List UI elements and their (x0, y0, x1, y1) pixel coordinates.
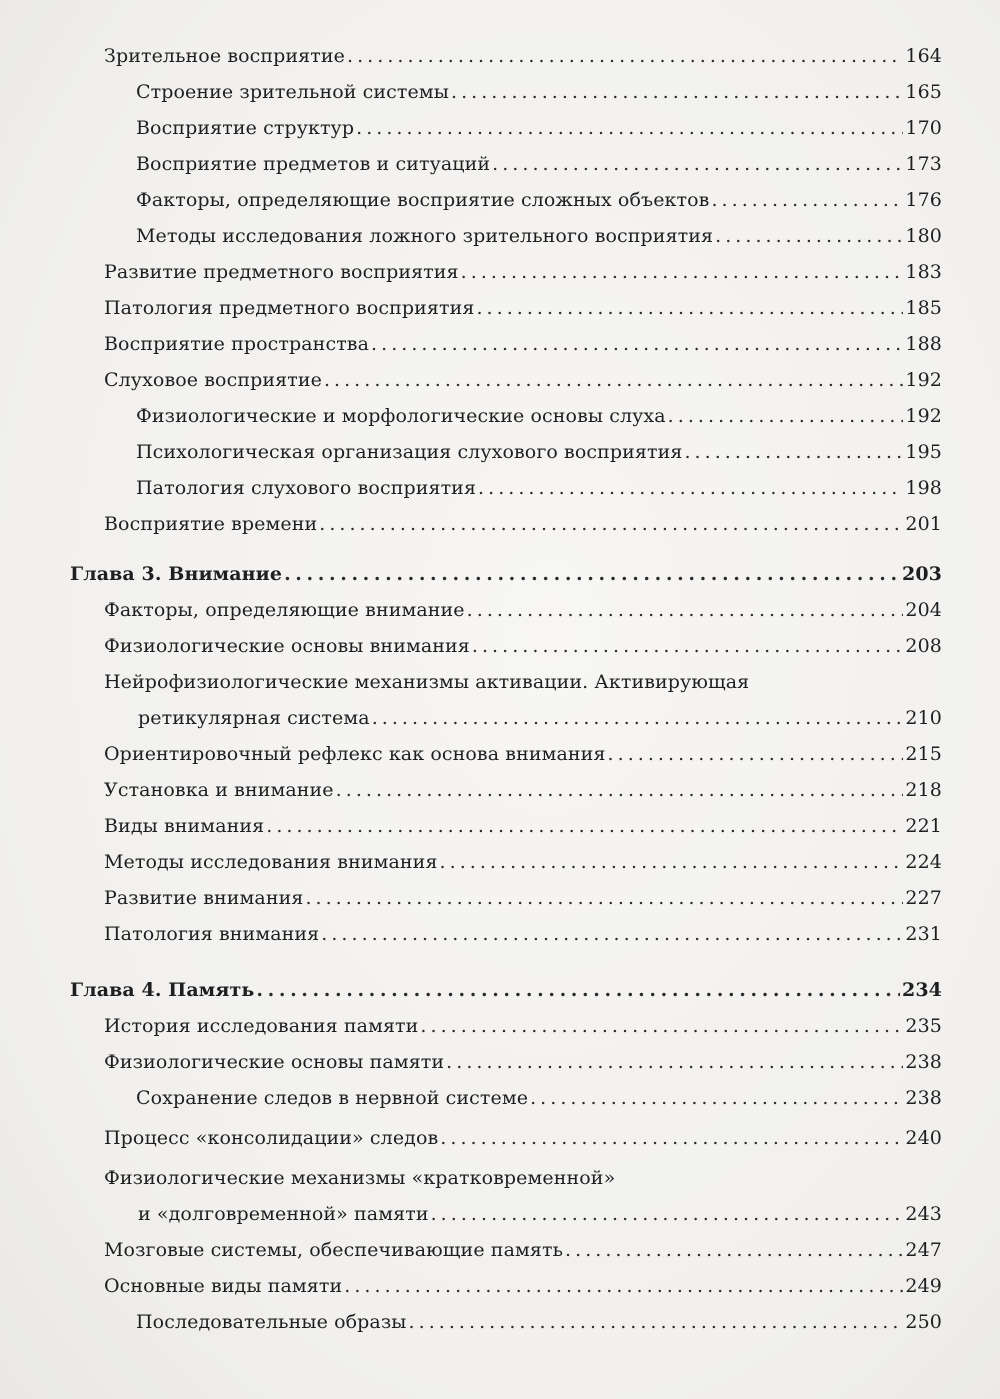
toc-entry: Физиологические основы памяти . . . 238 (70, 1044, 942, 1080)
dot-leader (451, 74, 903, 110)
dot-leader (446, 1044, 903, 1080)
toc-entry: Патология предметного восприятия . . . 185 (70, 290, 942, 326)
toc-entry: Восприятие времени . . . 201 (70, 506, 942, 542)
dot-leader (668, 398, 904, 434)
toc-entry: Методы исследования ложного зрительного восприятия . . . 180 (70, 218, 942, 254)
toc-entry: Основные виды памяти . . . 249 (70, 1268, 942, 1304)
dot-leader (476, 290, 903, 326)
dot-leader (420, 1008, 903, 1044)
toc-entry: Сохранение следов в нервной системе . . . 238 (70, 1080, 942, 1116)
dot-leader (431, 1196, 904, 1232)
page-number: 238 (905, 1051, 942, 1073)
dot-leader (530, 1080, 903, 1116)
toc-entry: Физиологические и морфологические основы слуха . . . 192 (70, 398, 942, 434)
toc-entry: История исследования памяти . . . 235 (70, 1008, 942, 1044)
table-of-contents (70, 38, 942, 1340)
dot-leader (344, 1268, 903, 1304)
toc-entry: Нейрофизиологические механизмы активации. Активирующая ретикулярная система . . . 210 (70, 664, 942, 736)
page-number: 183 (905, 261, 942, 283)
toc-entry: Физиологические основы внимания . . . 208 (70, 628, 942, 664)
dot-leader (347, 38, 903, 74)
page-number: 192 (905, 405, 942, 427)
page-number: 221 (905, 815, 942, 837)
page-number: 238 (905, 1087, 942, 1109)
page-number: 208 (905, 635, 942, 657)
dot-leader (356, 110, 903, 146)
toc-entry: Мозговые системы, обеспечивающие память . . . 247 (70, 1232, 942, 1268)
dot-leader (478, 470, 903, 506)
page-number: 215 (905, 743, 942, 765)
page-number: 243 (905, 1203, 942, 1225)
dot-leader (336, 772, 904, 808)
page-number: 224 (905, 851, 942, 873)
page-number: 164 (905, 45, 942, 67)
page-number: 204 (905, 599, 942, 621)
page-number: 235 (905, 1015, 942, 1037)
page-number: 176 (905, 189, 942, 211)
page-number: 192 (905, 369, 942, 391)
dot-leader (711, 182, 903, 218)
toc-chapter-heading: Глава 4. Память . . . 234 (70, 972, 942, 1008)
page-number: 195 (905, 441, 942, 463)
dot-leader (440, 844, 904, 880)
dot-leader (321, 916, 903, 952)
toc-entry: Ориентировочный рефлекс как основа внимания . . . 215 (70, 736, 942, 772)
toc-entry: Методы исследования внимания . . . 224 (70, 844, 942, 880)
toc-entry: Патология слухового восприятия . . . 198 (70, 470, 942, 506)
page-number: 173 (905, 153, 942, 175)
toc-entry: Факторы, определяющие восприятие сложных объектов . . . 176 (70, 182, 942, 218)
page-number: 203 (902, 563, 942, 585)
toc-entry: Процесс «консолидации» следов . . . 240 (70, 1116, 942, 1160)
page-number: 180 (905, 225, 942, 247)
page-number: 210 (905, 707, 942, 729)
page-number: 240 (905, 1127, 942, 1149)
toc-entry: Зрительное восприятие . . . 164 (70, 38, 942, 74)
toc-entry: Установка и внимание . . . 218 (70, 772, 942, 808)
dot-leader (492, 146, 903, 182)
toc-entry: Восприятие пространства . . . 188 (70, 326, 942, 362)
page-number: 234 (902, 979, 942, 1001)
toc-entry: Развитие предметного восприятия . . . 183 (70, 254, 942, 290)
dot-leader (266, 808, 903, 844)
toc-entry: Виды внимания . . . 221 (70, 808, 942, 844)
dot-leader (324, 362, 903, 398)
toc-entry: Развитие внимания . . . 227 (70, 880, 942, 916)
page-number: 188 (905, 333, 942, 355)
toc-entry: Слуховое восприятие . . . 192 (70, 362, 942, 398)
spacer (70, 542, 942, 556)
dot-leader (305, 880, 903, 916)
dot-leader (472, 628, 904, 664)
page-number: 198 (905, 477, 942, 499)
page-number: 185 (905, 297, 942, 319)
toc-entry: Восприятие структур . . . 170 (70, 110, 942, 146)
page-number: 247 (905, 1239, 942, 1261)
dot-leader (256, 972, 900, 1008)
page-number: 170 (905, 117, 942, 139)
toc-entry: Восприятие предметов и ситуаций . . . 173 (70, 146, 942, 182)
dot-leader (467, 592, 904, 628)
page-number: 218 (905, 779, 942, 801)
toc-chapter-heading: Глава 3. Внимание . . . 203 (70, 556, 942, 592)
dot-leader (372, 700, 904, 736)
dot-leader (715, 218, 903, 254)
dot-leader (440, 1116, 903, 1160)
toc-entry: Факторы, определяющие внимание . . . 204 (70, 592, 942, 628)
page-number: 165 (905, 81, 942, 103)
dot-leader (319, 506, 903, 542)
page-number: 201 (905, 513, 942, 535)
page-number: 227 (905, 887, 942, 909)
page-number: 249 (905, 1275, 942, 1297)
dot-leader (565, 1232, 903, 1268)
toc-entry: Психологическая организация слухового восприятия . . . 195 (70, 434, 942, 470)
page-number: 250 (905, 1311, 942, 1333)
dot-leader (371, 326, 903, 362)
dot-leader (409, 1304, 904, 1340)
dot-leader (608, 736, 904, 772)
page-number: 231 (905, 923, 942, 945)
toc-entry: Патология внимания . . . 231 (70, 916, 942, 952)
dot-leader (284, 556, 900, 592)
dot-leader (684, 434, 903, 470)
dot-leader (461, 254, 904, 290)
toc-entry: Строение зрительной системы . . . 165 (70, 74, 942, 110)
spacer (70, 952, 942, 972)
toc-entry: Физиологические механизмы «кратковременной» и «долговременной» памяти . . . 243 (70, 1160, 942, 1232)
toc-entry: Последовательные образы . . . 250 (70, 1304, 942, 1340)
